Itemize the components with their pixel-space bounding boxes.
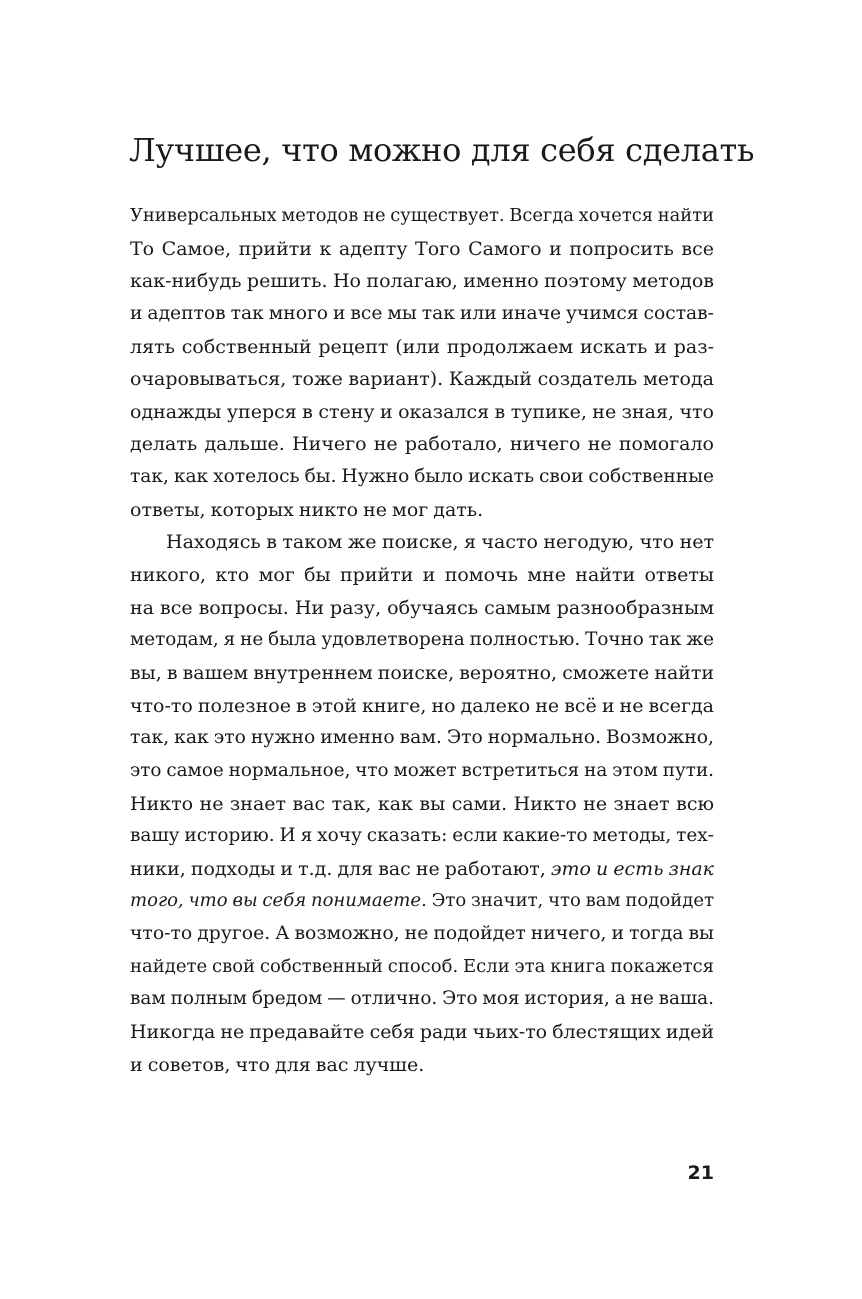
- text-run: . Это значит, что вам подойдет: [421, 890, 714, 912]
- paragraph-2: [130, 526, 714, 1081]
- chapter-title: Лучшее, что можно для себя сделать: [129, 131, 755, 169]
- text-line: что-то другое. А возможно, не подойдет ничего, и тогда вы: [130, 923, 714, 945]
- text-line: на все вопросы. Ни разу, обучаясь самым разнообразным: [130, 596, 714, 619]
- italic-emphasis: того, что вы себя понимаете: [130, 890, 422, 912]
- text-line: вам полным бредом — отлично. Это моя история, а не ваша.: [130, 988, 714, 1010]
- text-line: методам, я не была удовлетворена полностью. Точно так же: [130, 629, 714, 651]
- text-line-last: ответы, которых никто не мог дать.: [130, 498, 484, 521]
- text-line: очаровываться, тоже вариант). Каждый создатель метода: [130, 368, 714, 391]
- text-line: Никогда не предавайте себя ради чьих-то блестящих идей: [130, 1021, 714, 1044]
- text-line: так, как хотелось бы. Нужно было искать свои собственные: [130, 466, 714, 488]
- italic-emphasis: это и есть знак: [550, 857, 714, 880]
- text-run: ники, подходы и т.д. для вас не работают,: [130, 857, 551, 880]
- text-line-mixed: [130, 853, 714, 886]
- text-line: Универсальных методов не существует. Всегда хочется найти: [130, 205, 714, 226]
- text-line-last: и советов, что для вас лучше.: [130, 1053, 425, 1076]
- text-line: найдете свой собственный способ. Если эта книга покажется: [130, 955, 714, 977]
- text-line: вашу историю. И я хочу сказать: если какие-то методы, тех-: [130, 825, 714, 847]
- text-line: То Самое, прийти к адепту Того Самого и попросить все: [130, 237, 714, 260]
- text-line: однажды уперся в стену и оказался в тупике, не зная, что: [130, 400, 714, 423]
- text-line: никого, кто мог бы прийти и помочь мне найти ответы: [130, 564, 714, 587]
- text-line: как-нибудь решить. Но полагаю, именно поэтому методов: [130, 270, 714, 293]
- page-number: 21: [687, 1162, 714, 1184]
- text-line: делать дальше. Ничего не работало, ничего не помогало: [130, 433, 714, 456]
- text-line: вы, в вашем внутреннем поиске, вероятно, сможете найти: [130, 661, 714, 684]
- text-line: и адептов так много и все мы так или иначе учимся состав-: [130, 302, 714, 324]
- text-line-indented: Находясь в таком же поиске, я часто негодую, что нет: [166, 531, 714, 554]
- text-line: это самое нормальное, что может встретиться на этом пути.: [130, 759, 714, 781]
- paragraph-1: [130, 200, 714, 526]
- body-text: [130, 200, 714, 1081]
- text-line-mixed: [130, 885, 714, 918]
- text-line: так, как это нужно именно вам. Это нормально. Возможно,: [130, 727, 714, 749]
- text-line: лять собственный рецепт (или продолжаем искать и раз-: [130, 335, 714, 358]
- text-line: что-то полезное в этой книге, но далеко не всё и не всегда: [130, 694, 714, 717]
- text-line: Никто не знает вас так, как вы сами. Никто не знает всю: [130, 792, 714, 815]
